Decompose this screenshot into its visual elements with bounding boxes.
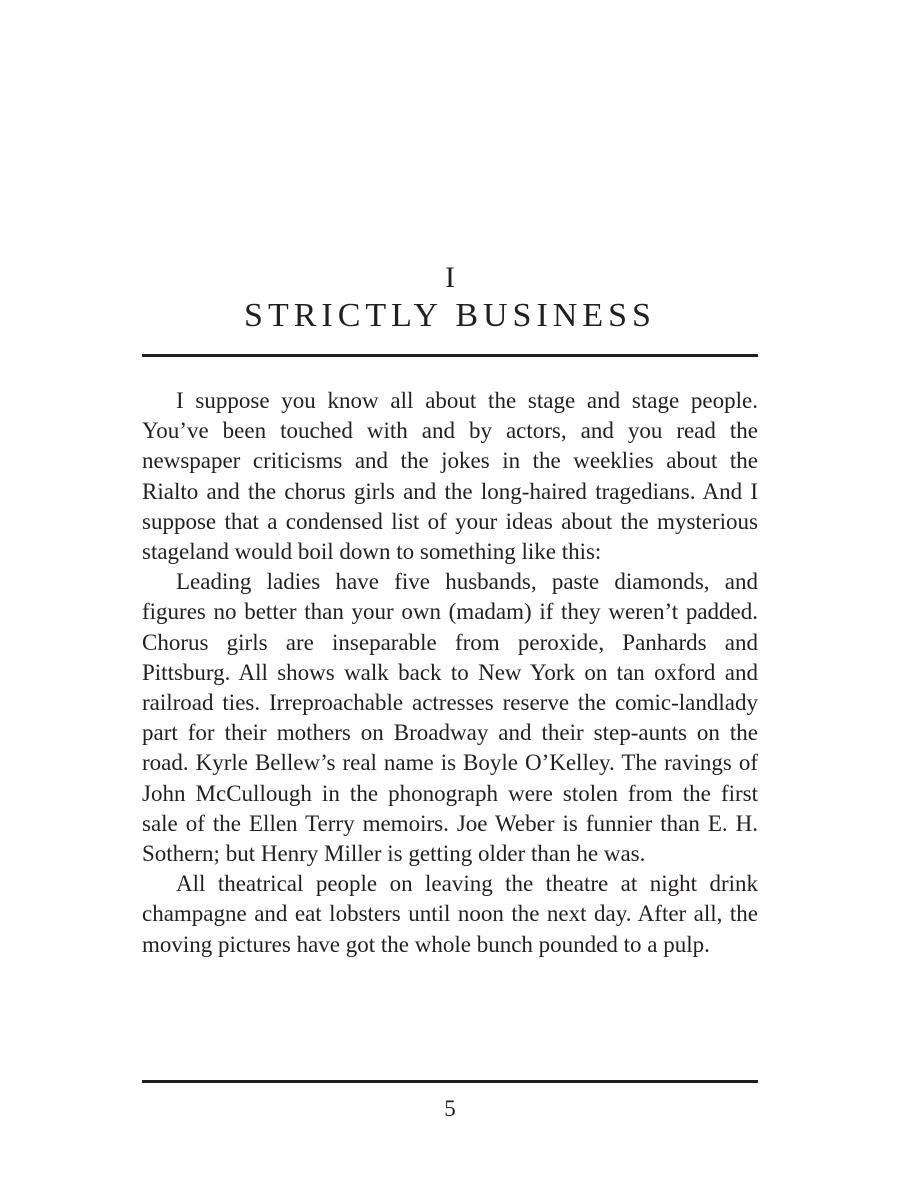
chapter-number: I	[445, 261, 455, 294]
footer-rule	[142, 1080, 758, 1083]
chapter-title: STRICTLY BUSINESS	[244, 297, 656, 334]
paragraph: I suppose you know all about the stage and stage people. You’ve been touched with and by actors, and you read the newspaper criticisms and the jokes in the weeklies about the Rialto and the chorus girls and the long-haired tragedians. And I suppose that a condensed list of your ideas about the mysterious stageland would boil down to something like this:	[142, 388, 758, 565]
chapter-body	[142, 386, 758, 960]
header-rule	[142, 354, 758, 357]
paragraph: All theatrical people on leaving the theatre at night drink champagne and eat lobsters until noon the next day. After all, the moving pictures have got the whole bunch pounded to a pulp.	[142, 871, 758, 957]
page-number: 5	[444, 1096, 456, 1121]
paragraph: Leading ladies have five husbands, paste diamonds, and figures no better than your own (madam) if they weren’t padded. Chorus girls are inseparable from peroxide, Panhards and Pittsburg. All shows walk back to New York on tan oxford and railroad ties. Irreproachable actresses reserve the comic-landlady part for their mothers on Broadway and their step-aunts on the road. Kyrle Bellew’s real name is Boyle O’Kelley. The ravings of John McCullough in the phonograph were stolen from the first sale of the Ellen Terry memoirs. Joe Weber is funnier than E. H. Sothern; but Henry Miller is getting older than he was.	[142, 569, 758, 867]
